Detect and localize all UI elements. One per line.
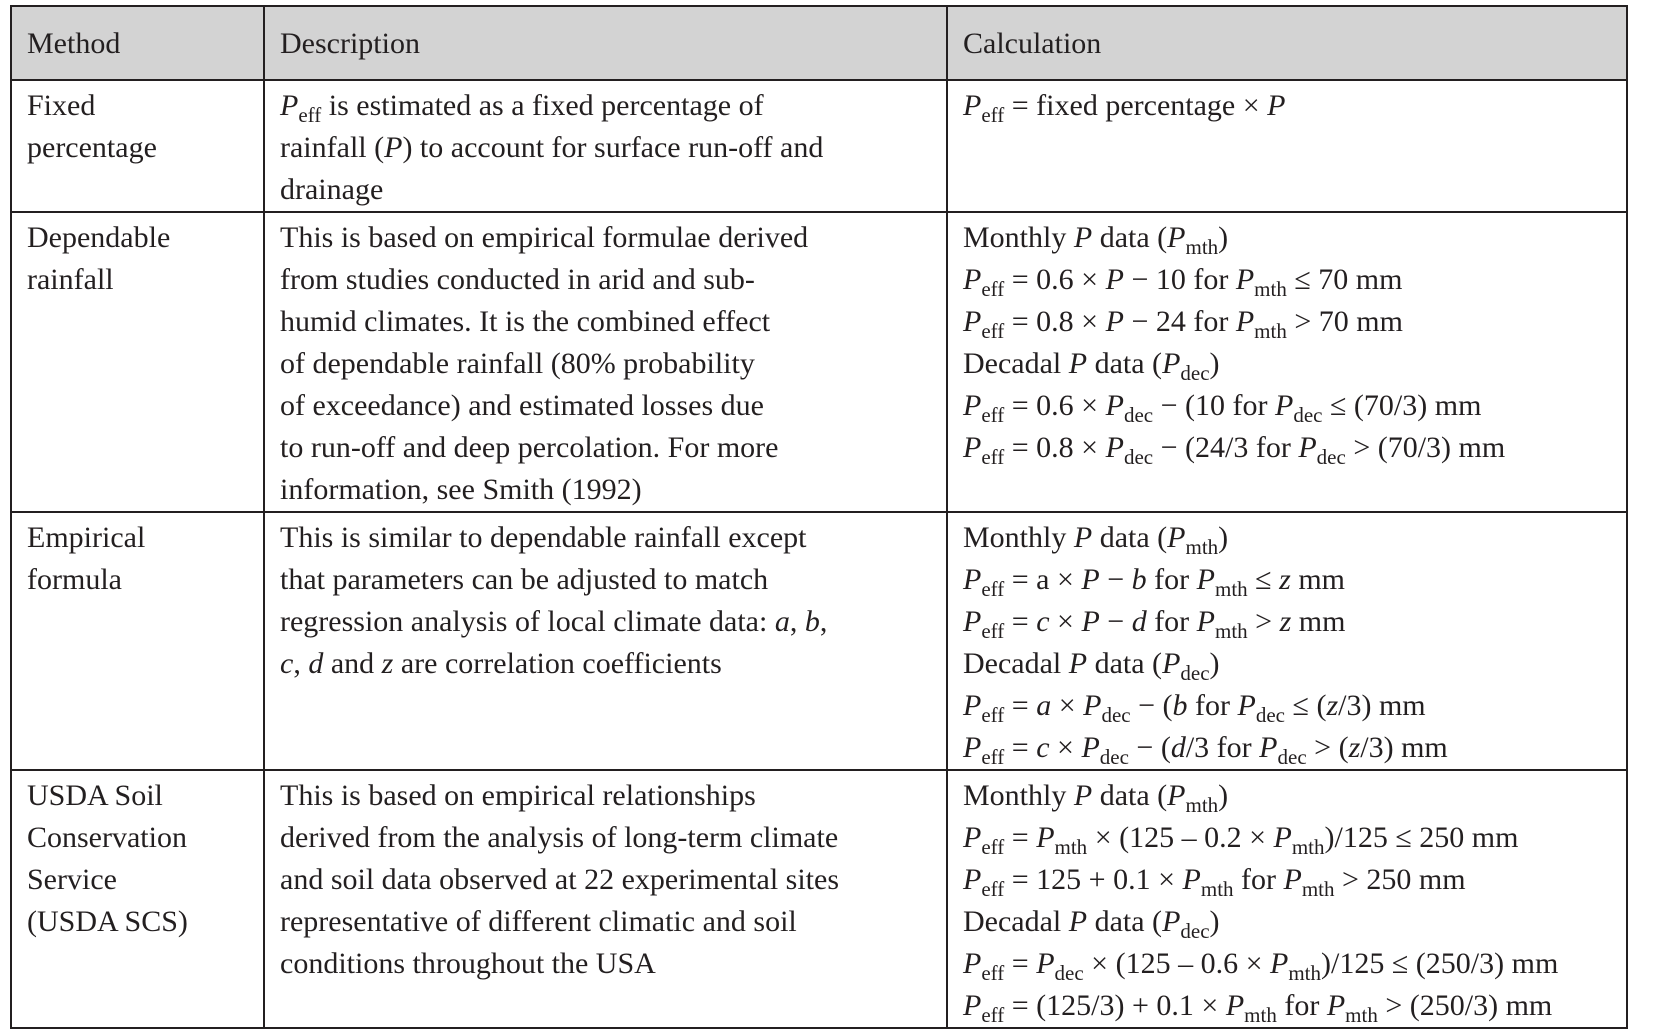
subscript: dec bbox=[1101, 703, 1131, 727]
subscript: mth bbox=[1215, 619, 1248, 643]
text-segment: /3) mm bbox=[1360, 731, 1448, 764]
text-segment: , bbox=[819, 605, 828, 638]
text-segment: = bbox=[1004, 821, 1037, 854]
calculation-cell bbox=[947, 770, 1627, 1028]
text-segment: − ( bbox=[1128, 731, 1171, 764]
calculation-cell bbox=[947, 212, 1627, 512]
text-segment: = a × bbox=[1004, 563, 1082, 596]
text-segment: ) bbox=[1218, 521, 1229, 554]
math-variable: P bbox=[1036, 947, 1055, 980]
subscript: eff bbox=[981, 277, 1005, 301]
text-segment: × (125 – 0.2 × bbox=[1087, 821, 1274, 854]
text-line bbox=[280, 217, 946, 259]
subscript: mth bbox=[1254, 319, 1287, 343]
math-variable: c bbox=[280, 647, 294, 680]
text-segment: and bbox=[323, 647, 382, 680]
math-variable: P bbox=[963, 821, 982, 854]
method-line: Conservation bbox=[27, 821, 187, 854]
math-variable: d bbox=[308, 647, 324, 680]
text-segment: ) bbox=[1209, 905, 1220, 938]
text-segment: = bbox=[1004, 605, 1037, 638]
text-segment: derived from the analysis of long-term climate bbox=[280, 821, 839, 854]
math-variable: P bbox=[963, 989, 982, 1022]
text-line bbox=[963, 727, 1626, 769]
subscript: eff bbox=[981, 103, 1005, 127]
subscript: dec bbox=[1277, 745, 1307, 769]
subscript: mth bbox=[1185, 793, 1219, 817]
math-variable: P bbox=[1105, 389, 1124, 422]
subscript: eff bbox=[981, 745, 1005, 769]
math-variable: P bbox=[1225, 989, 1245, 1022]
math-variable: P bbox=[1073, 521, 1093, 554]
math-variable: P bbox=[1162, 905, 1181, 938]
table-row bbox=[11, 770, 1627, 1028]
subscript: dec bbox=[1180, 661, 1210, 685]
math-variable: P bbox=[1298, 431, 1317, 464]
text-segment: = fixed percentage × bbox=[1004, 89, 1268, 122]
header-calculation: Calculation bbox=[947, 6, 1627, 80]
subscript: mth bbox=[1054, 835, 1088, 859]
text-segment: − ( bbox=[1130, 689, 1173, 722]
text-segment: of exceedance) and estimated losses due bbox=[280, 389, 764, 422]
text-line bbox=[963, 901, 1626, 943]
subscript: eff bbox=[981, 619, 1005, 643]
text-segment: = bbox=[1004, 731, 1037, 764]
math-variable: P bbox=[1167, 521, 1186, 554]
math-variable: P bbox=[384, 131, 403, 164]
subscript: dec bbox=[1180, 361, 1210, 385]
text-line bbox=[280, 127, 946, 169]
text-segment: − bbox=[1099, 605, 1132, 638]
text-segment: > (250/3) mm bbox=[1377, 989, 1553, 1022]
math-variable: d bbox=[1131, 605, 1147, 638]
text-segment: ≤ ( bbox=[1284, 689, 1327, 722]
text-segment: data ( bbox=[1092, 521, 1168, 554]
method-line: Service bbox=[27, 863, 117, 896]
method-cell bbox=[11, 770, 264, 1028]
subscript: eff bbox=[981, 403, 1005, 427]
text-line bbox=[963, 775, 1626, 817]
math-variable: P bbox=[1036, 821, 1055, 854]
text-segment: = 0.8 × bbox=[1004, 305, 1106, 338]
header-method: Method bbox=[11, 6, 264, 80]
text-line bbox=[963, 385, 1626, 427]
subscript: eff bbox=[981, 877, 1005, 901]
math-variable: d bbox=[1170, 731, 1186, 764]
text-line bbox=[280, 169, 946, 211]
math-variable: P bbox=[1105, 305, 1124, 338]
subscript: eff bbox=[981, 1003, 1005, 1027]
table-row bbox=[11, 80, 1627, 212]
text-line bbox=[280, 301, 946, 343]
subscript: dec bbox=[1316, 445, 1346, 469]
text-segment: and soil data observed at 22 experimental sites bbox=[280, 863, 839, 896]
text-line bbox=[280, 517, 946, 559]
method-line: rainfall bbox=[27, 263, 114, 296]
description-cell bbox=[264, 512, 947, 770]
subscript: dec bbox=[1293, 403, 1323, 427]
text-segment: /3) mm bbox=[1338, 689, 1426, 722]
text-segment: Monthly bbox=[963, 221, 1074, 254]
text-segment: = 0.6 × bbox=[1004, 263, 1106, 296]
text-line bbox=[963, 985, 1626, 1027]
math-variable: P bbox=[1326, 989, 1346, 1022]
math-variable: P bbox=[1105, 263, 1124, 296]
effective-rainfall-methods-table bbox=[10, 5, 1628, 1029]
math-variable: a bbox=[774, 605, 790, 638]
table-row bbox=[11, 512, 1627, 770]
text-segment: that parameters can be adjusted to match bbox=[280, 563, 769, 596]
math-variable: P bbox=[1081, 731, 1100, 764]
math-variable: b bbox=[1172, 689, 1188, 722]
math-variable: P bbox=[1182, 863, 1201, 896]
text-segment: regression analysis of local climate data: bbox=[280, 605, 775, 638]
text-segment: × (125 – 0.6 × bbox=[1083, 947, 1270, 980]
method-line: (USDA SCS) bbox=[27, 905, 188, 938]
text-segment: , bbox=[293, 647, 309, 680]
math-variable: P bbox=[1083, 689, 1102, 722]
text-segment: data ( bbox=[1092, 221, 1168, 254]
method-line: Fixed bbox=[27, 89, 96, 122]
text-line bbox=[963, 601, 1626, 643]
text-segment: = bbox=[1004, 689, 1037, 722]
text-segment: ≤ bbox=[1247, 563, 1280, 596]
math-variable: z bbox=[1279, 563, 1291, 596]
math-variable: P bbox=[1267, 89, 1286, 122]
text-segment: information, see Smith (1992) bbox=[280, 473, 642, 506]
text-segment: ≤ 70 mm bbox=[1286, 263, 1403, 296]
text-line bbox=[963, 859, 1626, 901]
text-line bbox=[963, 559, 1626, 601]
math-variable: z bbox=[1279, 605, 1292, 638]
subscript: eff bbox=[981, 961, 1005, 985]
text-segment: mm bbox=[1290, 563, 1345, 596]
text-segment: rainfall ( bbox=[280, 131, 385, 164]
subscript: dec bbox=[1255, 703, 1285, 727]
math-variable: P bbox=[1068, 647, 1088, 680]
calculation-cell bbox=[947, 512, 1627, 770]
text-segment: mm bbox=[1291, 605, 1346, 638]
text-line bbox=[280, 469, 946, 511]
text-line bbox=[280, 901, 946, 943]
math-variable: P bbox=[1273, 821, 1292, 854]
math-variable: P bbox=[1105, 431, 1124, 464]
math-variable: P bbox=[1081, 605, 1100, 638]
subscript: mth bbox=[1200, 877, 1234, 901]
subscript: eff bbox=[981, 445, 1005, 469]
math-variable: P bbox=[963, 731, 982, 764]
text-line bbox=[963, 343, 1626, 385]
math-variable: b bbox=[804, 605, 820, 638]
text-segment: ) bbox=[1209, 347, 1220, 380]
math-variable: P bbox=[1270, 947, 1289, 980]
text-segment: for bbox=[1276, 989, 1327, 1022]
text-segment: This is similar to dependable rainfall except bbox=[280, 521, 807, 554]
text-line bbox=[963, 685, 1626, 727]
math-variable: P bbox=[1235, 263, 1255, 296]
method-line: USDA Soil bbox=[27, 779, 163, 812]
text-segment: Decadal bbox=[963, 647, 1069, 680]
subscript: mth bbox=[1254, 277, 1287, 301]
text-line bbox=[280, 385, 946, 427]
method-line: Dependable bbox=[27, 221, 171, 254]
math-variable: c bbox=[1036, 731, 1050, 764]
method-line: Empirical bbox=[27, 521, 146, 554]
text-segment: > bbox=[1247, 605, 1280, 638]
subscript: mth bbox=[1214, 577, 1248, 601]
text-line bbox=[963, 817, 1626, 859]
math-variable: P bbox=[963, 263, 982, 296]
method-line: formula bbox=[27, 563, 122, 596]
text-segment: × bbox=[1051, 689, 1084, 722]
method-line: percentage bbox=[27, 131, 157, 164]
text-segment: drainage bbox=[280, 173, 384, 206]
table-header bbox=[11, 6, 1627, 80]
math-variable: P bbox=[963, 605, 982, 638]
table-row bbox=[11, 212, 1627, 512]
text-line bbox=[963, 943, 1626, 985]
subscript: mth bbox=[1185, 535, 1219, 559]
text-line bbox=[280, 859, 946, 901]
description-cell bbox=[264, 80, 947, 212]
text-segment: /3 for bbox=[1185, 731, 1260, 764]
text-segment: > (70/3) mm bbox=[1345, 431, 1506, 464]
math-variable: P bbox=[1235, 305, 1255, 338]
text-line bbox=[963, 301, 1626, 343]
text-segment: > 70 mm bbox=[1286, 305, 1403, 338]
text-segment: ) bbox=[1218, 779, 1229, 812]
method-cell bbox=[11, 80, 264, 212]
text-line bbox=[280, 343, 946, 385]
math-variable: P bbox=[1283, 863, 1302, 896]
text-segment: This is based on empirical formulae derived bbox=[280, 221, 809, 254]
subscript: eff bbox=[981, 319, 1005, 343]
text-line bbox=[280, 601, 946, 643]
subscript: mth bbox=[1345, 1003, 1378, 1027]
text-segment: > 250 mm bbox=[1334, 863, 1466, 896]
math-variable: P bbox=[1237, 689, 1256, 722]
text-segment: = (125/3) + 0.1 × bbox=[1004, 989, 1226, 1022]
subscript: dec bbox=[1180, 919, 1210, 943]
math-variable: P bbox=[963, 689, 982, 722]
text-segment: = 0.8 × bbox=[1004, 431, 1106, 464]
subscript: mth bbox=[1244, 1003, 1277, 1027]
text-segment: , bbox=[789, 605, 805, 638]
math-variable: P bbox=[963, 947, 982, 980]
text-line bbox=[963, 427, 1626, 469]
text-segment: − bbox=[1099, 563, 1132, 596]
text-segment: data ( bbox=[1087, 347, 1163, 380]
text-segment: data ( bbox=[1087, 905, 1163, 938]
text-line bbox=[280, 817, 946, 859]
method-cell bbox=[11, 512, 264, 770]
math-variable: P bbox=[1167, 779, 1186, 812]
text-segment: for bbox=[1146, 605, 1197, 638]
subscript: eff bbox=[981, 577, 1005, 601]
header-description: Description bbox=[264, 6, 947, 80]
text-line bbox=[963, 643, 1626, 685]
text-segment: − (24/3 for bbox=[1153, 431, 1299, 464]
text-segment: − 24 for bbox=[1123, 305, 1236, 338]
text-segment: )/125 ≤ 250 mm bbox=[1324, 821, 1519, 854]
text-segment: > ( bbox=[1306, 731, 1349, 764]
text-segment: Monthly bbox=[963, 779, 1074, 812]
header-row bbox=[11, 6, 1627, 80]
math-variable: P bbox=[963, 89, 982, 122]
subscript: dec bbox=[1123, 403, 1154, 427]
math-variable: c bbox=[1036, 605, 1050, 638]
text-line bbox=[280, 259, 946, 301]
math-variable: P bbox=[963, 863, 982, 896]
calculation-cell bbox=[947, 80, 1627, 212]
text-segment: = 125 + 0.1 × bbox=[1004, 863, 1183, 896]
description-cell bbox=[264, 212, 947, 512]
text-segment: ) bbox=[1209, 647, 1220, 680]
math-variable: P bbox=[1167, 221, 1186, 254]
math-variable: P bbox=[1068, 347, 1088, 380]
text-segment: are correlation coefficients bbox=[393, 647, 722, 680]
text-segment: humid climates. It is the combined effect bbox=[280, 305, 771, 338]
text-segment: Decadal bbox=[963, 905, 1069, 938]
text-line bbox=[963, 517, 1626, 559]
text-segment: This is based on empirical relationships bbox=[280, 779, 756, 812]
text-segment: to run-off and deep percolation. For more bbox=[280, 431, 779, 464]
math-variable: P bbox=[963, 389, 982, 422]
math-variable: P bbox=[963, 563, 982, 596]
math-variable: P bbox=[280, 89, 299, 122]
text-segment: representative of different climatic and soil bbox=[280, 905, 797, 938]
math-variable: z bbox=[1326, 689, 1339, 722]
math-variable: z bbox=[381, 647, 394, 680]
math-variable: P bbox=[963, 305, 982, 338]
text-line bbox=[280, 943, 946, 985]
math-variable: P bbox=[1259, 731, 1278, 764]
text-line bbox=[963, 259, 1626, 301]
text-segment: for bbox=[1146, 563, 1197, 596]
math-variable: P bbox=[1073, 221, 1093, 254]
text-line bbox=[280, 775, 946, 817]
text-line bbox=[280, 559, 946, 601]
text-segment: ) bbox=[1218, 221, 1229, 254]
text-line bbox=[280, 427, 946, 469]
text-line bbox=[280, 643, 946, 685]
text-segment: )/125 ≤ (250/3) mm bbox=[1321, 947, 1559, 980]
math-variable: P bbox=[963, 431, 982, 464]
text-segment: Monthly bbox=[963, 521, 1074, 554]
text-line bbox=[280, 85, 946, 127]
math-variable: P bbox=[1073, 779, 1093, 812]
text-segment: × bbox=[1049, 605, 1082, 638]
math-variable: z bbox=[1348, 731, 1361, 764]
text-segment: Decadal bbox=[963, 347, 1069, 380]
text-segment: = bbox=[1004, 947, 1037, 980]
text-segment: ≤ (70/3) mm bbox=[1322, 389, 1482, 422]
text-line bbox=[963, 85, 1626, 127]
math-variable: b bbox=[1131, 563, 1147, 596]
math-variable: P bbox=[1274, 389, 1294, 422]
text-line bbox=[963, 217, 1626, 259]
text-segment: × bbox=[1049, 731, 1082, 764]
subscript: mth bbox=[1288, 961, 1321, 985]
text-segment: is estimated as a fixed percentage of bbox=[321, 89, 764, 122]
subscript: eff bbox=[981, 835, 1005, 859]
text-segment: for bbox=[1233, 863, 1284, 896]
subscript: dec bbox=[1099, 745, 1129, 769]
subscript: dec bbox=[1054, 961, 1084, 985]
subscript: mth bbox=[1301, 877, 1335, 901]
text-segment: − (10 for bbox=[1153, 389, 1275, 422]
text-segment: for bbox=[1187, 689, 1238, 722]
subscript: mth bbox=[1185, 235, 1219, 259]
math-variable: P bbox=[1162, 347, 1181, 380]
text-segment: − 10 for bbox=[1123, 263, 1236, 296]
math-variable: P bbox=[1068, 905, 1088, 938]
subscript: eff bbox=[298, 103, 322, 127]
subscript: mth bbox=[1291, 835, 1325, 859]
text-segment: = 0.6 × bbox=[1004, 389, 1106, 422]
text-segment: data ( bbox=[1087, 647, 1163, 680]
text-segment: data ( bbox=[1092, 779, 1168, 812]
text-segment: conditions throughout the USA bbox=[280, 947, 656, 980]
description-cell bbox=[264, 770, 947, 1028]
math-variable: a bbox=[1036, 689, 1052, 722]
text-segment: ) to account for surface run-off and bbox=[402, 131, 824, 164]
text-segment: of dependable rainfall (80% probability bbox=[280, 347, 755, 380]
math-variable: P bbox=[1081, 563, 1100, 596]
math-variable: P bbox=[1196, 605, 1215, 638]
subscript: eff bbox=[981, 703, 1005, 727]
table-body bbox=[11, 80, 1627, 1028]
math-variable: P bbox=[1162, 647, 1181, 680]
subscript: dec bbox=[1123, 445, 1154, 469]
method-cell bbox=[11, 212, 264, 512]
math-variable: P bbox=[1196, 563, 1215, 596]
text-segment: from studies conducted in arid and sub- bbox=[280, 263, 755, 296]
